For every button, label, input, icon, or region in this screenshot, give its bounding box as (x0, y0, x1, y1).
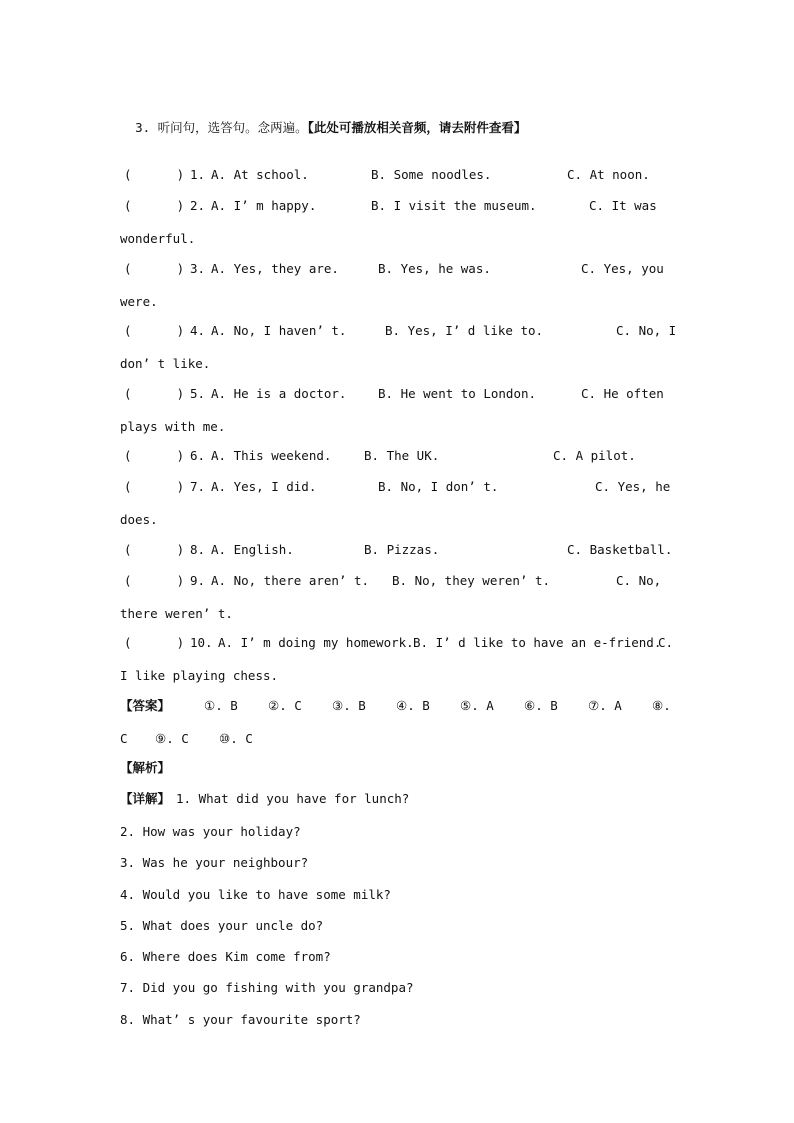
option-b: B. I’ d like to have an e-friend. (413, 635, 662, 650)
answer-item: ②. C (268, 698, 302, 713)
answer-item: ⑦. A (588, 698, 622, 713)
audio-note: 【此处可播放相关音频，请去附件查看】 (307, 120, 527, 135)
option-c: C. Yes, he (595, 479, 671, 494)
option-c: C. Basketball. (567, 542, 673, 557)
answer-item: ⑨. C (155, 731, 189, 746)
question-number: 1. (190, 167, 206, 182)
option-c-wrap: wonderful. (120, 231, 196, 246)
analysis-line: 4. Would you like to have some milk? (120, 887, 391, 902)
answer-item: ④. B (396, 698, 430, 713)
question-number: 3. (190, 261, 206, 276)
option-c-wrap: does. (120, 512, 158, 527)
answer-item: ⑧. (652, 698, 671, 713)
option-c-wrap: were. (120, 294, 158, 309)
analysis-line: 7. Did you go fishing with you grandpa? (120, 980, 414, 995)
answer-blank[interactable]: ( ) (124, 198, 185, 213)
option-b: B. No, they weren’ t. (392, 573, 551, 588)
answer-item: ⑥. B (524, 698, 558, 713)
option-a: A. This weekend. (211, 448, 332, 463)
option-c: C. He often (581, 386, 664, 401)
answer-blank[interactable]: ( ) (124, 448, 185, 463)
option-a: A. Yes, they are. (211, 261, 339, 276)
answer-item: ①. B (204, 698, 238, 713)
option-a: A. I’ m doing my homework. (218, 635, 414, 650)
option-c-wrap: I like playing chess. (120, 668, 279, 683)
question-number: 10. (190, 635, 213, 650)
analysis-line: 8. What’ s your favourite sport? (120, 1012, 361, 1027)
answer-item: ⑩. C (219, 731, 253, 746)
option-c-wrap: don’ t like. (120, 356, 211, 371)
option-a: A. English. (211, 542, 294, 557)
option-c: C. No, (616, 573, 662, 588)
option-b: B. No, I don’ t. (378, 479, 499, 494)
analysis-line: 6. Where does Kim come from? (120, 949, 331, 964)
option-b: B. Yes, I’ d like to. (385, 323, 544, 338)
option-c-wrap: plays with me. (120, 419, 226, 434)
analysis-label: 【解析】 (120, 760, 171, 775)
option-b: B. Yes, he was. (378, 261, 491, 276)
question-number: 4. (190, 323, 206, 338)
option-b: B. Some noodles. (371, 167, 492, 182)
detail-label: 【详解】 (120, 791, 171, 806)
answer-item: ⑤. A (460, 698, 494, 713)
answer-blank[interactable]: ( ) (124, 542, 185, 557)
question-number: 8. (190, 542, 206, 557)
option-a: A. I’ m happy. (211, 198, 317, 213)
answer-blank[interactable]: ( ) (124, 386, 185, 401)
answer-blank[interactable]: ( ) (124, 323, 185, 338)
option-c-wrap: there weren’ t. (120, 606, 233, 621)
option-b: B. I visit the museum. (371, 198, 537, 213)
analysis-line: 5. What does your uncle do? (120, 918, 324, 933)
option-c: C. It was (589, 198, 657, 213)
section-heading (120, 104, 526, 136)
answer-blank[interactable]: ( ) (124, 167, 185, 182)
answer-blank[interactable]: ( ) (124, 479, 185, 494)
answer-item: ③. B (332, 698, 366, 713)
option-a: A. He is a doctor. (211, 386, 347, 401)
question-number: 7. (190, 479, 206, 494)
heading-prefix: 3. 听问句，选答句。念两遍。 (135, 120, 308, 135)
option-c: C. A pilot. (553, 448, 636, 463)
answer-blank[interactable]: ( ) (124, 635, 185, 650)
question-number: 6. (190, 448, 206, 463)
analysis-line: 1. What did you have for lunch? (176, 791, 410, 806)
option-a: A. At school. (211, 167, 309, 182)
option-b: B. He went to London. (378, 386, 537, 401)
answer-blank[interactable]: ( ) (124, 261, 185, 276)
answer-blank[interactable]: ( ) (124, 573, 185, 588)
question-number: 2. (190, 198, 206, 213)
answer-item: C (120, 731, 128, 746)
analysis-line: 3. Was he your neighbour? (120, 855, 309, 870)
option-a: A. No, there aren’ t. (211, 573, 370, 588)
option-a: A. Yes, I did. (211, 479, 317, 494)
analysis-line: 2. How was your holiday? (120, 824, 301, 839)
option-b: B. The UK. (364, 448, 440, 463)
option-c: C. At noon. (567, 167, 650, 182)
question-number: 5. (190, 386, 206, 401)
option-a: A. No, I haven’ t. (211, 323, 347, 338)
option-c: C. (658, 635, 674, 650)
option-c: C. Yes, you (581, 261, 664, 276)
question-number: 9. (190, 573, 206, 588)
option-b: B. Pizzas. (364, 542, 440, 557)
option-c: C. No, I (616, 323, 677, 338)
answer-label: 【答案】 (120, 698, 171, 713)
